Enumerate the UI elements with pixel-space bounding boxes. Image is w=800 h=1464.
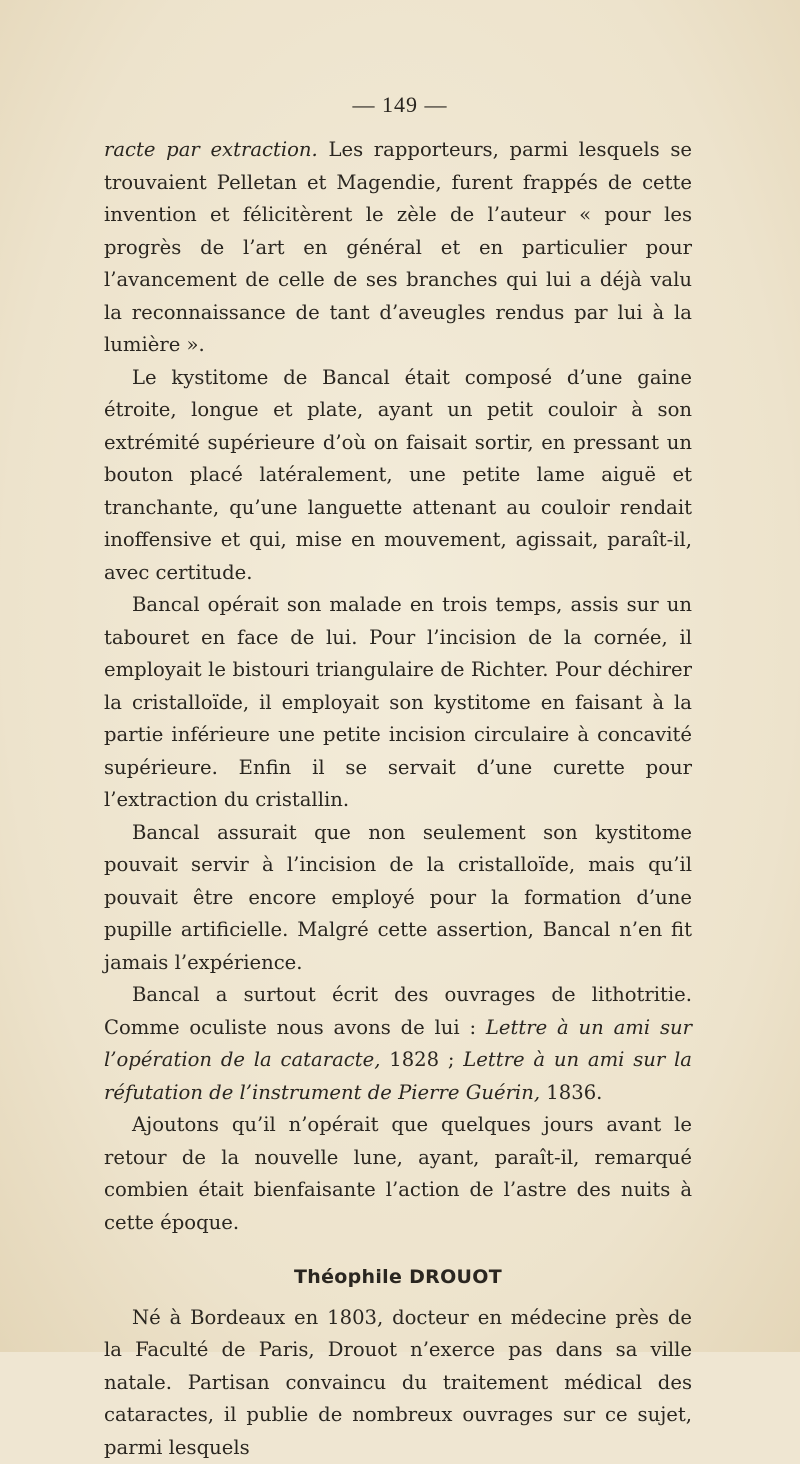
paragraph-5-text-c: 1836. (540, 1081, 602, 1104)
work-title-1: Lettre à un ami sur l’opération de la cataracte, (104, 1016, 692, 1072)
paragraph-6: Ajoutons qu’il n’opérait que quelques jours avant le retour de la nouvelle lune, ayant, paraît-il, remarqué combien était bienfaisante l’action de l’astre des nuits à cette époque. (104, 1109, 692, 1239)
paragraph-3: Bancal opérait son malade en trois temps, assis sur un tabouret en face de lui. Pour l’incision de la cornée, il employait le bistouri triangulaire de Richter. Pour déchirer la cristalloïde, il employait son kystitome en faisant à la partie inférieure une petite incision circulaire à concavité supérieure. Enfin il se servait d’une curette pour l’extraction du cristallin. (104, 589, 692, 817)
work-title-2: Lettre à un ami sur la réfutation de l’instrument de Pierre Guérin, (104, 1048, 692, 1104)
paragraph-4: Bancal assurait que non seulement son kystitome pouvait servir à l’incision de la cristalloïde, mais qu’il pouvait être encore employé pour la formation d’une pupille artificielle. Malgré cette assertion, Bancal n’en fit jamais l’expérience. (104, 817, 692, 980)
page-number: — 149 — (0, 92, 800, 118)
italic-phrase: racte par extraction. (104, 138, 318, 161)
paragraph-1-text: Les rapporteurs, parmi lesquels se trouvaient Pelletan et Magendie, furent frappés de cette invention et félicitèrent le zèle de l’auteur « pour les progrès de l’art en général et en particulier pour l’avancement de celle de ses branches qui lui a déjà valu la reconnaissance de tant d’aveugles rendus par lui à la lumière ». (104, 138, 692, 356)
paragraph-5-text-a: Bancal a surtout écrit des ouvrages de lithotritie. Comme oculiste nous avons de lui : (104, 983, 692, 1039)
paragraph-7: Né à Bordeaux en 1803, docteur en médecine près de la Faculté de Paris, Drouot n’exerce pas dans sa ville natale. Partisan convaincu du traitement médical des cataractes, il publie de nombreux ouvrages sur ce sujet, parmi lesquels (104, 1302, 692, 1464)
section-heading: Théophile DROUOT (104, 1261, 692, 1294)
paragraph-2: Le kystitome de Bancal était composé d’une gaine étroite, longue et plate, ayant un petit couloir à son extrémité supérieure d’où on faisait sortir, en pressant un bouton placé latéralement, une petite lame aiguë et tranchante, qu’une languette attenant au couloir rendait inoffensive et qui, mise en mouvement, agissait, paraît-il, avec certitude. (104, 362, 692, 590)
paragraph-1 (104, 134, 692, 362)
paragraph-5-text-b: 1828 ; (380, 1048, 463, 1071)
body-text (104, 134, 692, 1464)
paragraph-5 (104, 979, 692, 1109)
